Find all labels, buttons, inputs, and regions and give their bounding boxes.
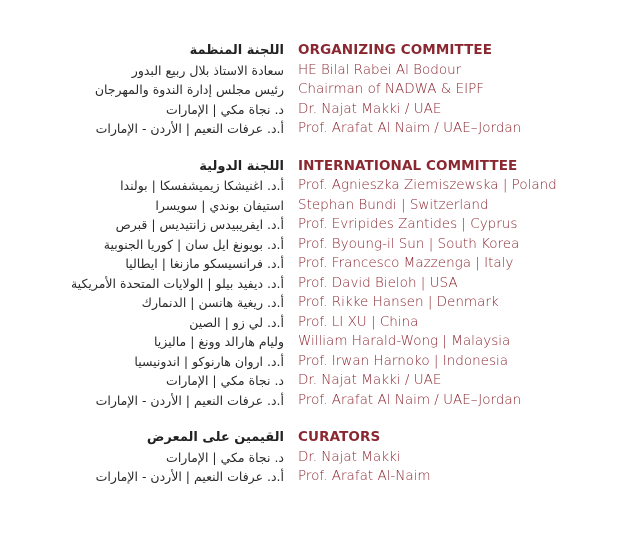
arabic-column	[4, 41, 284, 505]
arabic-member-name: أ.د. اروان هارنوكو | اندونيسيا	[134, 353, 284, 369]
organizing-committee-heading: ORGANIZING COMMITTEE	[298, 42, 493, 58]
member-name: Prof. Arafat Al Naim / UAE–Jordan	[298, 391, 522, 408]
member-name: Prof. Rikke Hansen | Denmark	[298, 294, 499, 310]
arabic-member-name: استيفان بوندي | سويسرا	[155, 197, 284, 213]
arabic-member-name: أ.د. اغنيشكا زيميشفسكا | بولندا	[120, 178, 284, 193]
member-name: Prof. Arafat Al Naim / UAE–Jordan	[298, 120, 522, 136]
arabic-international-committee-section	[4, 157, 284, 411]
member-name: Prof. LI XU | China	[298, 313, 419, 330]
arabic-member-name: أ.د. لي زو | الصين	[189, 314, 284, 330]
member-name: Dr. Najat Makki / UAE	[298, 100, 442, 117]
curators-section	[298, 428, 628, 487]
arabic-member-name: د. نجاة مكي | الإمارات	[166, 101, 284, 117]
member-name: Dr. Najat Makki / UAE	[298, 372, 442, 388]
member-name: Prof. Agnieszka Ziemiszewska | Poland	[298, 177, 557, 193]
international-committee-heading: INTERNATIONAL COMMITTEE	[298, 157, 518, 174]
member-name: Prof. Irwan Harnoko | Indonesia	[298, 352, 509, 369]
arabic-organizing-committee-heading: اللجنة المنظمة	[189, 43, 284, 58]
arabic-member-name: أ.د. ديفيد بيلو | الولايات المتحدة الأمريكية	[70, 275, 284, 291]
curators-heading: CURATORS	[298, 429, 381, 445]
arabic-member-name: أ.د. عرفات النعيم | الأردن - الإمارات	[95, 469, 284, 484]
arabic-organizing-committee-section	[4, 41, 284, 139]
english-column	[298, 41, 628, 505]
arabic-member-name: أ.د. ايفريبيدس زانتيديس | قبرص	[115, 217, 284, 232]
member-name: Prof. Francesco Mazzenga | Italy	[298, 255, 514, 271]
arabic-member-name: أ.د. فرانسيسكو مازنغا | ايطاليا	[125, 256, 284, 271]
arabic-member-name: د. نجاة مكي | الإمارات	[166, 449, 284, 465]
member-name: Chairman of NADWA & EIPF	[298, 81, 484, 97]
arabic-member-name: أ.د. عرفات النعيم | الأردن - الإمارات	[95, 121, 284, 136]
arabic-member-name: أ.د. بويونغ ايل سان | كوريا الجنوبية	[103, 236, 284, 252]
arabic-curators-heading: القيمين على المعرض	[146, 430, 284, 445]
member-name: Prof. Arafat Al-Naim	[298, 468, 431, 484]
international-committee-section	[298, 157, 628, 411]
arabic-international-committee-heading: اللجنة الدولية	[199, 158, 284, 174]
arabic-member-name: رئيس مجلس إدارة الندوة والمهرجان	[94, 82, 284, 97]
member-name: Stephan Bundi | Switzerland	[298, 196, 489, 213]
arabic-member-name: د. نجاة مكي | الإمارات	[166, 373, 284, 388]
member-name: Dr. Najat Makki	[298, 448, 401, 465]
member-name: Prof. Byoung-il Sun | South Korea	[298, 235, 520, 252]
member-name: Prof. David Bieloh | USA	[298, 274, 458, 291]
arabic-member-name: سعادة الاستاذ بلال ربيع البدور	[131, 62, 284, 78]
arabic-curators-section	[4, 428, 284, 487]
arabic-member-name: أ.د. عرفات النعيم | الأردن - الإمارات	[95, 392, 284, 408]
arabic-member-name: أ.د. ريغية هانسن | الدنمارك	[141, 295, 284, 310]
arabic-member-name: وليام هارالد وونغ | ماليزيا	[153, 334, 284, 349]
member-name: Prof. Evripides Zantides | Cyprus	[298, 216, 518, 232]
member-name: William Harald-Wong | Malaysia	[298, 333, 511, 349]
member-name: HE Bilal Rabei Al Bodour	[298, 61, 462, 78]
organizing-committee-section	[298, 41, 628, 139]
